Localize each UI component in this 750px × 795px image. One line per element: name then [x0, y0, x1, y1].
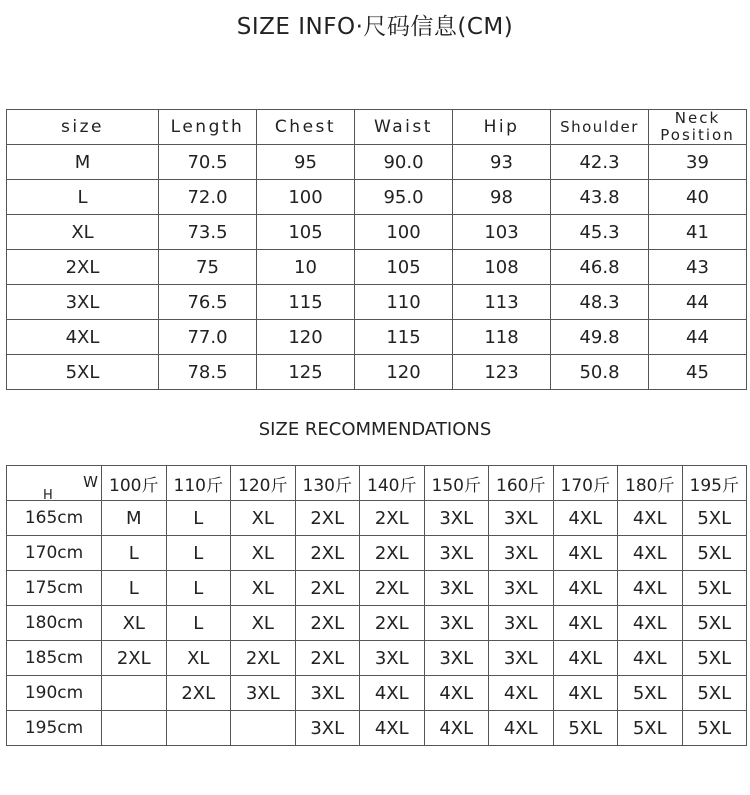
recommended-size-cell: [166, 711, 231, 746]
recommended-size-cell: XL: [166, 641, 231, 676]
height-label-cell: 180cm: [7, 606, 102, 641]
recommended-size-cell: 4XL: [618, 501, 683, 536]
recommended-size-cell: 2XL: [166, 676, 231, 711]
header-shoulder: Shoulder: [551, 110, 649, 145]
table-row: [7, 501, 747, 536]
recommendations-header-row: [7, 466, 747, 501]
measurement-cell: 41: [649, 215, 747, 250]
measurement-cell: 123: [453, 355, 551, 390]
recommended-size-cell: 2XL: [360, 501, 425, 536]
measurement-cell: 125: [257, 355, 355, 390]
recommended-size-cell: 4XL: [553, 606, 618, 641]
recommended-size-cell: [231, 711, 296, 746]
measurement-cell: 103: [453, 215, 551, 250]
measurement-cell: 93: [453, 145, 551, 180]
size-label-cell: M: [7, 145, 159, 180]
recommended-size-cell: 4XL: [424, 711, 489, 746]
recommended-size-cell: 5XL: [682, 641, 747, 676]
recommended-size-cell: L: [102, 571, 167, 606]
recommended-size-cell: 3XL: [489, 641, 554, 676]
recommended-size-cell: 5XL: [553, 711, 618, 746]
recommended-size-cell: L: [166, 571, 231, 606]
recommended-size-cell: 4XL: [360, 676, 425, 711]
measurement-cell: 110: [355, 285, 453, 320]
recommended-size-cell: 2XL: [295, 501, 360, 536]
recommended-size-cell: 2XL: [231, 641, 296, 676]
header-hip: Hip: [453, 110, 551, 145]
measurement-cell: 73.5: [159, 215, 257, 250]
size-table-header-row: [7, 110, 747, 145]
recommended-size-cell: 3XL: [424, 571, 489, 606]
measurement-cell: 45.3: [551, 215, 649, 250]
recommended-size-cell: 3XL: [424, 501, 489, 536]
recommended-size-cell: XL: [231, 571, 296, 606]
measurement-cell: 113: [453, 285, 551, 320]
recommended-size-cell: 2XL: [102, 641, 167, 676]
recommended-size-cell: 4XL: [360, 711, 425, 746]
recommended-size-cell: L: [166, 501, 231, 536]
measurement-cell: 90.0: [355, 145, 453, 180]
recommended-size-cell: 5XL: [682, 571, 747, 606]
header-waist: Waist: [355, 110, 453, 145]
recommended-size-cell: 5XL: [682, 501, 747, 536]
height-label-cell: 195cm: [7, 711, 102, 746]
recommended-size-cell: 3XL: [424, 536, 489, 571]
measurement-cell: 42.3: [551, 145, 649, 180]
header-length: Length: [159, 110, 257, 145]
measurement-cell: 120: [257, 320, 355, 355]
size-label-cell: L: [7, 180, 159, 215]
measurement-cell: 49.8: [551, 320, 649, 355]
measurement-cell: 39: [649, 145, 747, 180]
table-row: [7, 320, 747, 355]
recommended-size-cell: 3XL: [424, 641, 489, 676]
weight-header-cell: 120斤: [231, 466, 296, 501]
measurement-cell: 75: [159, 250, 257, 285]
recommended-size-cell: XL: [231, 536, 296, 571]
weight-header-cell: 170斤: [553, 466, 618, 501]
recommended-size-cell: 2XL: [360, 606, 425, 641]
height-axis-label: H: [43, 488, 53, 501]
header-chest: Chest: [257, 110, 355, 145]
measurement-cell: 95: [257, 145, 355, 180]
table-row: [7, 355, 747, 390]
recommended-size-cell: 4XL: [553, 641, 618, 676]
measurement-cell: 118: [453, 320, 551, 355]
recommended-size-cell: 2XL: [295, 536, 360, 571]
recommended-size-cell: 5XL: [682, 676, 747, 711]
height-label-cell: 190cm: [7, 676, 102, 711]
measurement-cell: 115: [257, 285, 355, 320]
recommended-size-cell: 5XL: [618, 676, 683, 711]
table-row: [7, 250, 747, 285]
recommended-size-cell: 5XL: [618, 711, 683, 746]
recommended-size-cell: 4XL: [618, 606, 683, 641]
table-row: [7, 571, 747, 606]
recommended-size-cell: 3XL: [360, 641, 425, 676]
recommended-size-cell: 3XL: [489, 536, 554, 571]
size-info-table: [6, 109, 747, 390]
recommended-size-cell: 4XL: [553, 571, 618, 606]
recommended-size-cell: 4XL: [553, 536, 618, 571]
size-label-cell: 3XL: [7, 285, 159, 320]
measurement-cell: 76.5: [159, 285, 257, 320]
recommended-size-cell: 4XL: [553, 501, 618, 536]
section-title-recommendations: SIZE RECOMMENDATIONS: [258, 419, 492, 440]
measurement-cell: 98: [453, 180, 551, 215]
measurement-cell: 115: [355, 320, 453, 355]
measurement-cell: 100: [257, 180, 355, 215]
size-label-cell: 5XL: [7, 355, 159, 390]
recommended-size-cell: 5XL: [682, 606, 747, 641]
recommended-size-cell: 4XL: [618, 571, 683, 606]
table-row: [7, 215, 747, 250]
size-table-body: [7, 145, 747, 390]
weight-header-cell: 180斤: [618, 466, 683, 501]
table-row: [7, 711, 747, 746]
recommended-size-cell: M: [102, 501, 167, 536]
height-label-cell: 175cm: [7, 571, 102, 606]
measurement-cell: 43: [649, 250, 747, 285]
recommended-size-cell: 5XL: [682, 536, 747, 571]
table-row: [7, 285, 747, 320]
page-title: SIZE INFO·尺码信息(CM): [236, 14, 514, 40]
size-label-cell: 4XL: [7, 320, 159, 355]
weight-header-cell: 100斤: [102, 466, 167, 501]
height-label-cell: 185cm: [7, 641, 102, 676]
table-row: [7, 536, 747, 571]
height-label-cell: 165cm: [7, 501, 102, 536]
recommended-size-cell: 3XL: [424, 606, 489, 641]
measurement-cell: 10: [257, 250, 355, 285]
recommended-size-cell: 5XL: [682, 711, 747, 746]
weight-header-cell: 140斤: [360, 466, 425, 501]
size-label-cell: XL: [7, 215, 159, 250]
weight-header-cell: 160斤: [489, 466, 554, 501]
recommended-size-cell: 2XL: [295, 641, 360, 676]
recommended-size-cell: [102, 711, 167, 746]
recommended-size-cell: 2XL: [360, 571, 425, 606]
recommended-size-cell: XL: [231, 606, 296, 641]
measurement-cell: 95.0: [355, 180, 453, 215]
weight-header-cell: 150斤: [424, 466, 489, 501]
recommended-size-cell: 4XL: [553, 676, 618, 711]
measurement-cell: 46.8: [551, 250, 649, 285]
recommended-size-cell: XL: [231, 501, 296, 536]
recommended-size-cell: L: [166, 536, 231, 571]
table-row: [7, 606, 747, 641]
measurement-cell: 77.0: [159, 320, 257, 355]
recommended-size-cell: L: [166, 606, 231, 641]
recommended-size-cell: 3XL: [295, 711, 360, 746]
table-row: [7, 676, 747, 711]
recommended-size-cell: 3XL: [231, 676, 296, 711]
recommended-size-cell: L: [102, 536, 167, 571]
header-neck-position: Neck Position: [649, 110, 747, 145]
recommended-size-cell: 4XL: [489, 711, 554, 746]
recommended-size-cell: 4XL: [424, 676, 489, 711]
weight-header-cell: 195斤: [682, 466, 747, 501]
recommended-size-cell: [102, 676, 167, 711]
measurement-cell: 108: [453, 250, 551, 285]
weight-axis-label: W: [83, 473, 98, 491]
header-size: size: [7, 110, 159, 145]
measurement-cell: 105: [355, 250, 453, 285]
recommended-size-cell: 2XL: [295, 571, 360, 606]
measurement-cell: 100: [355, 215, 453, 250]
recommended-size-cell: 4XL: [618, 536, 683, 571]
measurement-cell: 72.0: [159, 180, 257, 215]
recommendations-table-body: [7, 501, 747, 746]
measurement-cell: 40: [649, 180, 747, 215]
recommended-size-cell: 3XL: [295, 676, 360, 711]
corner-cell: [7, 466, 102, 501]
recommended-size-cell: 4XL: [618, 641, 683, 676]
size-recommendations-table: [6, 465, 747, 746]
weight-header-cell: 110斤: [166, 466, 231, 501]
measurement-cell: 105: [257, 215, 355, 250]
measurement-cell: 50.8: [551, 355, 649, 390]
recommended-size-cell: 3XL: [489, 501, 554, 536]
measurement-cell: 48.3: [551, 285, 649, 320]
recommended-size-cell: 2XL: [295, 606, 360, 641]
weight-header-cell: 130斤: [295, 466, 360, 501]
measurement-cell: 44: [649, 285, 747, 320]
table-row: [7, 180, 747, 215]
measurement-cell: 45: [649, 355, 747, 390]
size-label-cell: 2XL: [7, 250, 159, 285]
table-row: [7, 641, 747, 676]
height-label-cell: 170cm: [7, 536, 102, 571]
recommended-size-cell: 3XL: [489, 571, 554, 606]
measurement-cell: 43.8: [551, 180, 649, 215]
recommended-size-cell: XL: [102, 606, 167, 641]
recommended-size-cell: 3XL: [489, 606, 554, 641]
table-row: [7, 145, 747, 180]
recommended-size-cell: 4XL: [489, 676, 554, 711]
measurement-cell: 120: [355, 355, 453, 390]
recommended-size-cell: 2XL: [360, 536, 425, 571]
measurement-cell: 78.5: [159, 355, 257, 390]
measurement-cell: 44: [649, 320, 747, 355]
measurement-cell: 70.5: [159, 145, 257, 180]
